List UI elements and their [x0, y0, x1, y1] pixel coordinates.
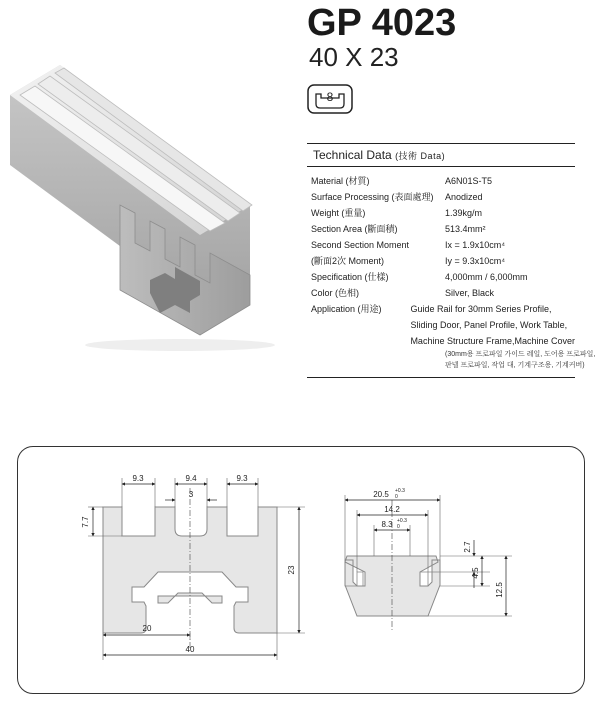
dim-top-width: 20.5: [373, 490, 389, 499]
dim-depth: 4.5: [471, 567, 480, 579]
badge-number: 8: [326, 90, 334, 104]
dim-rib: 3: [188, 490, 194, 499]
spec-label: Second Section Moment: [311, 240, 410, 250]
spec-label: Color (色相): [311, 288, 360, 298]
product-title: GP 4023: [307, 2, 457, 44]
dim-inner-width: 14.2: [384, 505, 400, 514]
dim-height: 23: [287, 565, 296, 575]
spec-value: Silver, Black: [445, 288, 495, 298]
application-line: Guide Rail for 30mm Series Profile,: [410, 304, 552, 314]
dim-slot-width-tol-low: 0: [397, 524, 400, 530]
application-note-line: (30mm용 프로파일 가이드 레일, 도어용 프로파일,: [445, 351, 596, 358]
dim-top-width-tol-low: 0: [395, 494, 398, 500]
dim-slot-right: 9.3: [236, 474, 248, 483]
dim-half-width: 20: [142, 624, 152, 633]
dim-lip: 2.7: [463, 541, 472, 553]
dim-slot-mid: 9.4: [185, 474, 197, 483]
spec-value: 4,000mm / 6,000mm: [445, 272, 528, 282]
technical-data-title-sub: (技術 Data): [395, 151, 446, 161]
spec-label: Material (材質): [311, 176, 370, 186]
dim-slot-width-tol: +0.3: [397, 518, 407, 524]
spec-value: Iy = 9.3x10cm⁴: [445, 256, 506, 266]
application-line: Machine Structure Frame,Machine Cover: [410, 336, 575, 346]
spec-value: Ix = 1.9x10cm⁴: [445, 240, 506, 250]
dim-slot-width: 8.3: [381, 520, 393, 529]
spec-label: Section Area (斷面積): [311, 224, 398, 234]
spec-label: Weight (重量): [311, 208, 366, 218]
spec-value: A6N01S-T5: [445, 176, 493, 186]
spec-label: Surface Processing (表面處理): [311, 192, 434, 202]
spec-value: Anodized: [445, 192, 483, 202]
spec-label: (斷面2次 Moment): [311, 256, 385, 266]
dim-top-width-tol: +0.3: [395, 488, 405, 494]
dim-slot-height: 12.5: [495, 582, 504, 598]
spec-label: Specification (仕樣): [311, 272, 389, 282]
application-line: Sliding Door, Panel Profile, Work Table,: [410, 320, 568, 330]
spec-value: 513.4mm²: [445, 224, 486, 234]
technical-data-title-text: Technical Data: [313, 148, 392, 162]
dim-slot-left: 9.3: [132, 474, 144, 483]
application-note-line: 판넬 프로파일, 작업 대, 기계구조용, 기계커버): [445, 362, 585, 369]
product-size: 40 X 23: [309, 42, 399, 72]
dim-groove-depth: 7.7: [81, 516, 90, 528]
spec-label: Application (用途): [311, 304, 382, 314]
right-slot-detail: [345, 488, 512, 630]
dim-width: 40: [185, 645, 195, 654]
spec-value: 1.39kg/m: [445, 208, 483, 218]
left-cross-section: [81, 474, 305, 660]
